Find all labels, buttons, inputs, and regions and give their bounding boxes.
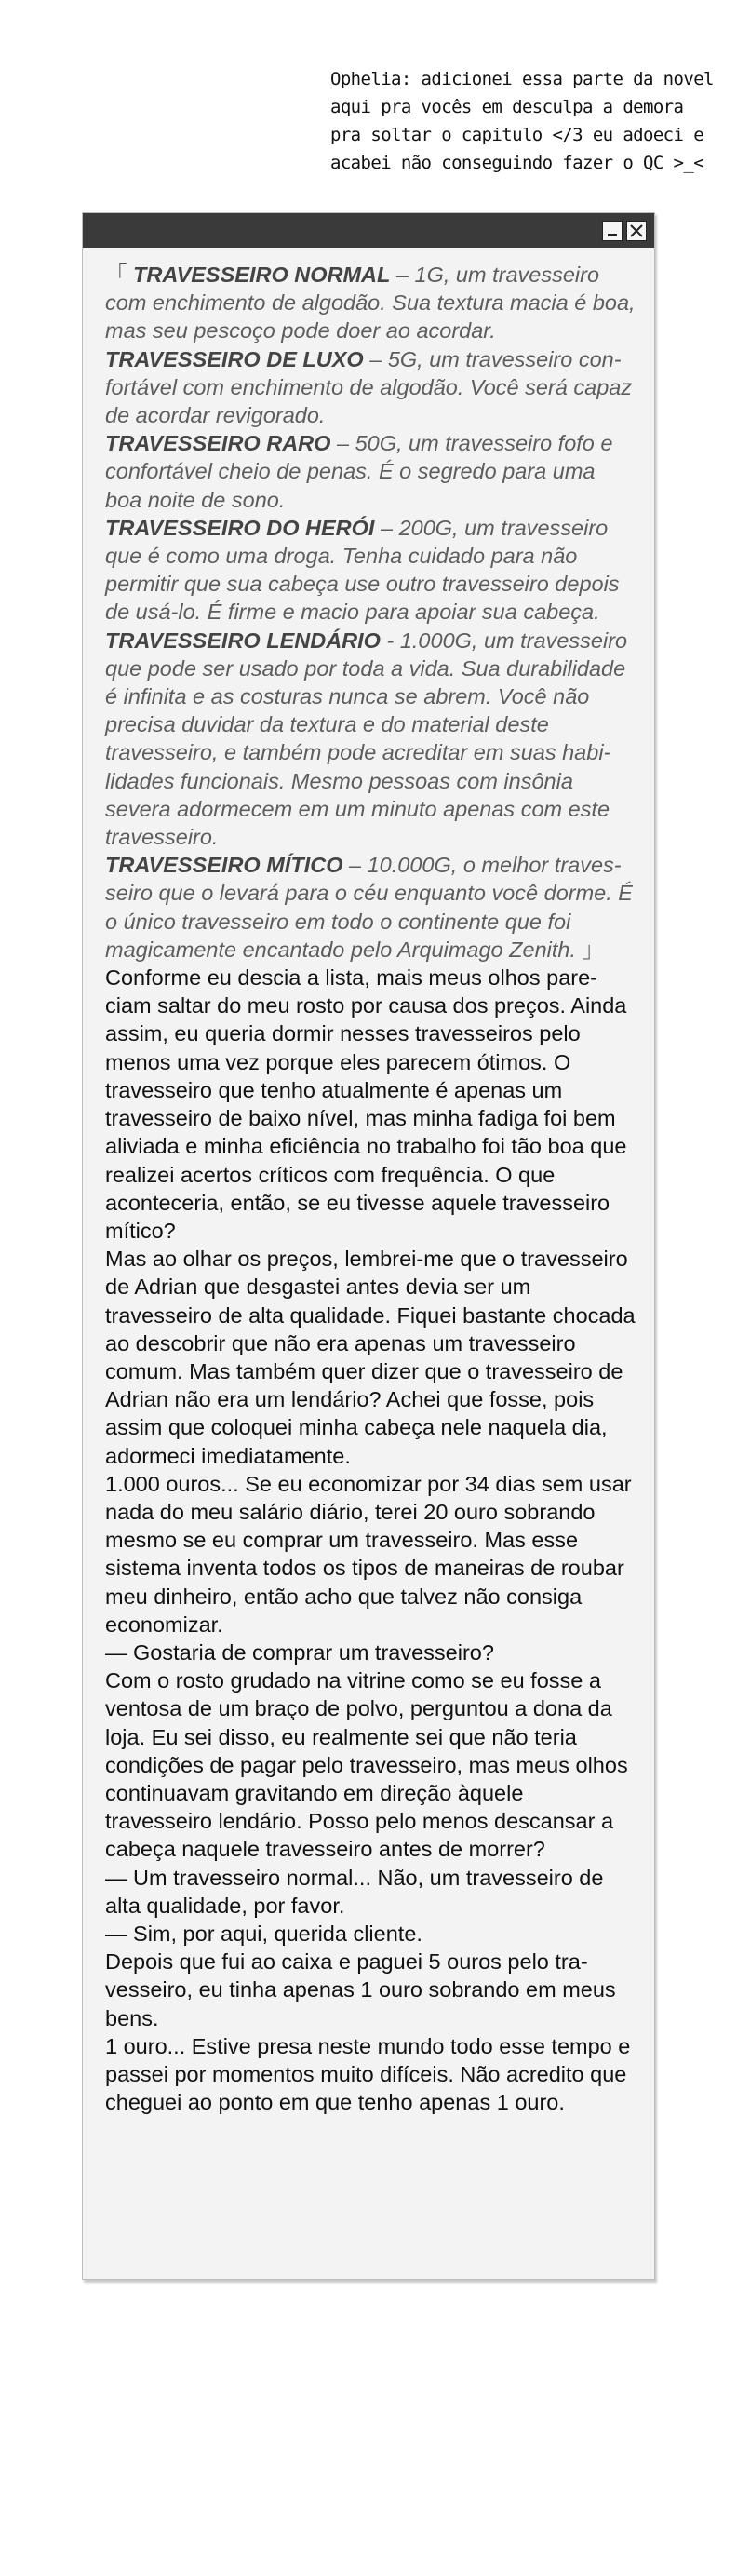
narrative-paragraph: 1.000 ouros... Se eu economizar por 34 dias sem usar nada do meu salário diário, terei 20 ouro sobrando mesmo se eu comprar um travesseiro. Mas esse sistema inventa todos os tipos de maneiras de roubar meu dinheiro, então acho que talvez não consiga economizar. [105, 1471, 632, 1637]
text-window [82, 212, 655, 2280]
item-desc: – 10.000G, o melhor travesseiro que o levará para o céu enquanto você dorme. É o único travesseiro em todo o continente que foi magicamente encantado pelo Arquimago Zenith. [105, 853, 633, 962]
item-name: TRAVESSEIRO RARO [105, 431, 331, 456]
item-name: TRAVESSEIRO LENDÁRIO [105, 627, 381, 653]
narrative-paragraph: Com o rosto grudado na vitrine como se eu fosse a ventosa de um braço de polvo, perguntou a dona da loja. Eu sei disso, eu realmente sei que não teria condições de pagar pelo travesseiro, mas meus olhos continuavam gravitando em direção àquele travesseiro lendário. Posso pelo menos descansar a cabeça naquele travesseiro antes de morrer? [105, 1668, 628, 1862]
note-line: aqui pra vocês em desculpa a demora [330, 97, 684, 117]
dialogue-line: — Gostaria de comprar um travesseiro? [105, 1639, 494, 1665]
item-name: TRAVESSEIRO DO HERÓI [105, 515, 375, 540]
note-line: Ophelia: adicionei essa parte da novel [330, 69, 714, 89]
item-desc: – 5G, um travesseiro confortável com enchimento de algodão. Você será capaz de acordar revigorado. [105, 346, 633, 428]
system-item [105, 429, 636, 514]
item-name: TRAVESSEIRO DE LUXO [105, 346, 364, 371]
system-item [105, 261, 636, 345]
item-name: TRAVESSEIRO NORMAL [133, 263, 391, 287]
dialogue-line: — Um travesseiro normal... Não, um travesseiro de alta qualidade, por favor. [105, 1865, 604, 1918]
system-item [105, 514, 636, 627]
translator-note [330, 65, 730, 177]
system-item [105, 851, 636, 964]
narrative-paragraph: Conforme eu descia a lista, mais meus olhos pareciam saltar do meu rosto por causa dos preços. Ainda assim, eu queria dormir nesses travesseiros pelo menos uma vez porque eles parecem ótimos. O travesseiro que tenho atualmente é apenas um travesseiro de baixo nível, mas minha fadiga foi bem aliviada e minha eficiência no trabalho foi tão boa que realizei acertos críticos com frequência. O que aconteceria, então, se eu tivesse aquele travesseiro mítico? [105, 965, 627, 1243]
minimize-button[interactable] [602, 221, 623, 241]
system-item-list [105, 261, 636, 964]
open-bracket: 「 [105, 263, 127, 287]
minimize-icon [608, 234, 617, 236]
narrative-paragraph: Depois que fui ao caixa e paguei 5 ouros pelo travesseiro, eu tinha apenas 1 ouro sobrando em meus bens. [105, 1949, 616, 2030]
close-button[interactable] [626, 221, 647, 241]
window-titlebar [83, 213, 654, 248]
item-desc: – 50G, um travesseiro fofo e confortável cheio de penas. É o segredo para uma boa noite de sono. [105, 431, 613, 512]
note-line: pra soltar o capitulo </3 eu adoeci e [330, 125, 704, 145]
narrative-paragraph: Mas ao olhar os preços, lembrei-me que o travesseiro de Adrian que desgastei antes devia ser um travesseiro de alta qualidade. Fiquei bastante chocada ao descobrir que não era apenas um travesseiro comum. Mas também quer dizer que o travesseiro de Adrian não era um lendário? Achei que fosse, pois assim que coloquei minha cabeça nele naquela dia, adormeci imediatamente. [105, 1247, 636, 1468]
narrative-paragraph: 1 ouro... Estive presa neste mundo todo esse tempo e passei por momentos muito difíceis. Não acredito que cheguei ao ponto em que tenho apenas 1 ouro. [105, 2033, 631, 2115]
close-icon [627, 222, 646, 240]
system-item [105, 627, 636, 852]
item-desc: – 1G, um travesseiro com enchimento de algodão. Sua textura macia é boa, mas seu pescoço pode doer ao acordar. [105, 263, 636, 344]
dialogue-line: — Sim, por aqui, querida cliente. [105, 1921, 422, 1946]
close-bracket: 」 [576, 937, 605, 962]
item-name: TRAVESSEIRO MÍTICO [105, 853, 343, 878]
system-item [105, 345, 636, 430]
window-content [83, 248, 654, 2116]
note-line: acabei não conseguindo fazer o QC >_< [330, 153, 704, 173]
item-desc: – 200G, um travesseiro que é como uma droga. Tenha cuidado para não permitir que sua cabeça use outro travesseiro depois de usá-lo. É firme e macio para apoiar sua cabeça. [105, 515, 620, 625]
item-desc: - 1.000G, um travesseiro que pode ser usado por toda a vida. Sua durabilidade é infinita e as costuras nunca se abrem. Você não precisa duvidar da textura e do material deste travesseiro, e também pode acreditar em suas habilidades funcionais. Mesmo pessoas com insônia severa adormecem em um minuto apenas com este travesseiro. [105, 627, 628, 850]
